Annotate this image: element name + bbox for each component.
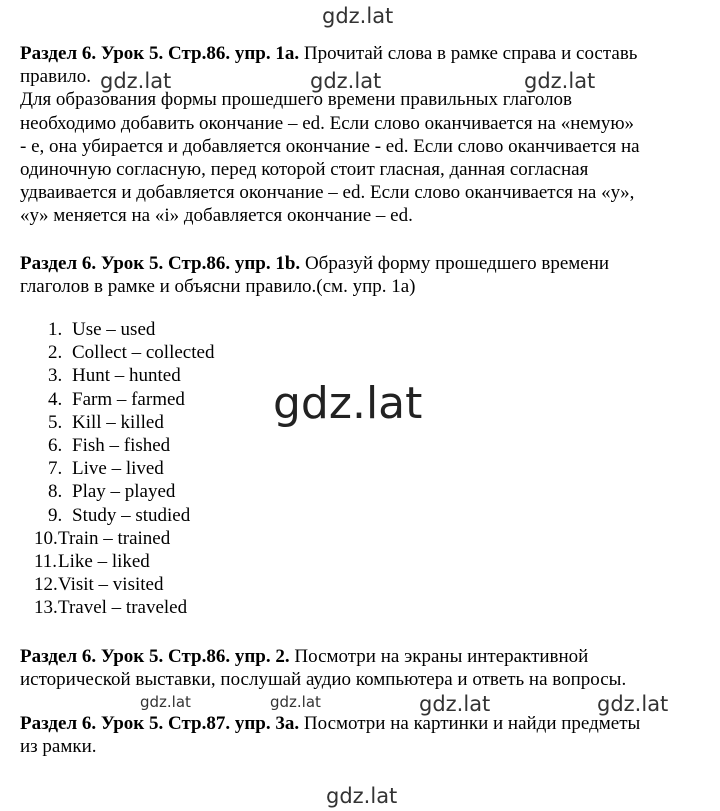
exercise-line: правило. — [20, 66, 91, 88]
watermark: gdz.lat — [310, 69, 382, 93]
exercise-1b — [20, 252, 700, 298]
exercise-line: из рамки. — [20, 736, 97, 758]
watermark-top: gdz.lat — [322, 4, 394, 28]
watermark: gdz.lat — [524, 69, 596, 93]
list-item: 2. Collect – collected — [48, 342, 215, 364]
watermark-bottom: gdz.lat — [326, 784, 398, 808]
exercise-line: Для образования формы прошедшего времени правильных глаголов — [20, 89, 573, 111]
watermark: gdz.lat — [597, 692, 669, 716]
exercise-line: удваивается и добавляется окончание – ed. Если слово оканчивается на «y», — [20, 182, 635, 204]
exercise-heading: Раздел 6. Урок 5. Стр.86. упр. 1b. — [20, 253, 301, 274]
watermark: gdz.lat — [140, 693, 191, 711]
list-item: 5. Kill – killed — [48, 411, 164, 433]
list-item: 4. Farm – farmed — [48, 388, 185, 410]
exercise-line: необходимо добавить окончание – ed. Если слово оканчивается на «немую» — [20, 112, 635, 134]
exercise-line: «y» меняется на «i» добавляется окончание – ed. — [20, 205, 413, 227]
list-item: 3. Hunt – hunted — [48, 365, 181, 387]
exercise-line: - e, она убирается и добавляется окончание - ed. Если слово оканчивается на — [20, 135, 640, 157]
list-item: 10.Train – trained — [34, 527, 171, 549]
list-item: 8. Play – played — [48, 481, 176, 503]
watermark: gdz.lat — [419, 692, 491, 716]
list-item: 6. Fish – fished — [48, 435, 171, 457]
watermark-center: gdz.lat — [273, 378, 423, 429]
watermark: gdz.lat — [270, 693, 321, 711]
exercise-heading: Раздел 6. Урок 5. Стр.86. упр. 2. — [20, 646, 290, 667]
exercise-line: глаголов в рамке и объясни правило.(см. упр. 1а) — [20, 276, 416, 298]
exercise-line: Раздел 6. Урок 5. Стр.86. упр. 1b. Образуй форму прошедшего времени — [20, 253, 610, 274]
exercise-line: Раздел 6. Урок 5. Стр.86. упр. 1а. Прочитай слова в рамке справа и составь — [20, 43, 638, 64]
list-item: 1. Use – used — [48, 319, 156, 340]
exercise-1a — [20, 42, 700, 228]
list-item: 11.Like – liked — [34, 551, 150, 573]
exercise-3a — [20, 712, 700, 758]
list-item: 7. Live – lived — [48, 458, 164, 480]
exercise-heading: Раздел 6. Урок 5. Стр.86. упр. 1а. — [20, 43, 300, 64]
exercise-2 — [20, 645, 700, 691]
list-item: 9. Study – studied — [48, 504, 191, 526]
list-item: 13.Travel – traveled — [34, 597, 188, 619]
list-item: 12.Visit – visited — [34, 574, 164, 596]
exercise-line: исторической выставки, послушай аудио компьютера и ответь на вопросы. — [20, 669, 627, 691]
watermark: gdz.lat — [100, 69, 172, 93]
exercise-line: одиночную согласную, перед которой стоит гласная, данная согласная — [20, 159, 589, 181]
exercise-line: Раздел 6. Урок 5. Стр.86. упр. 2. Посмотри на экраны интерактивной — [20, 646, 589, 667]
verb-list — [34, 318, 215, 620]
exercise-line: Раздел 6. Урок 5. Стр.87. упр. 3а. Посмотри на картинки и найди предметы — [20, 713, 641, 734]
exercise-heading: Раздел 6. Урок 5. Стр.87. упр. 3а. — [20, 713, 300, 734]
